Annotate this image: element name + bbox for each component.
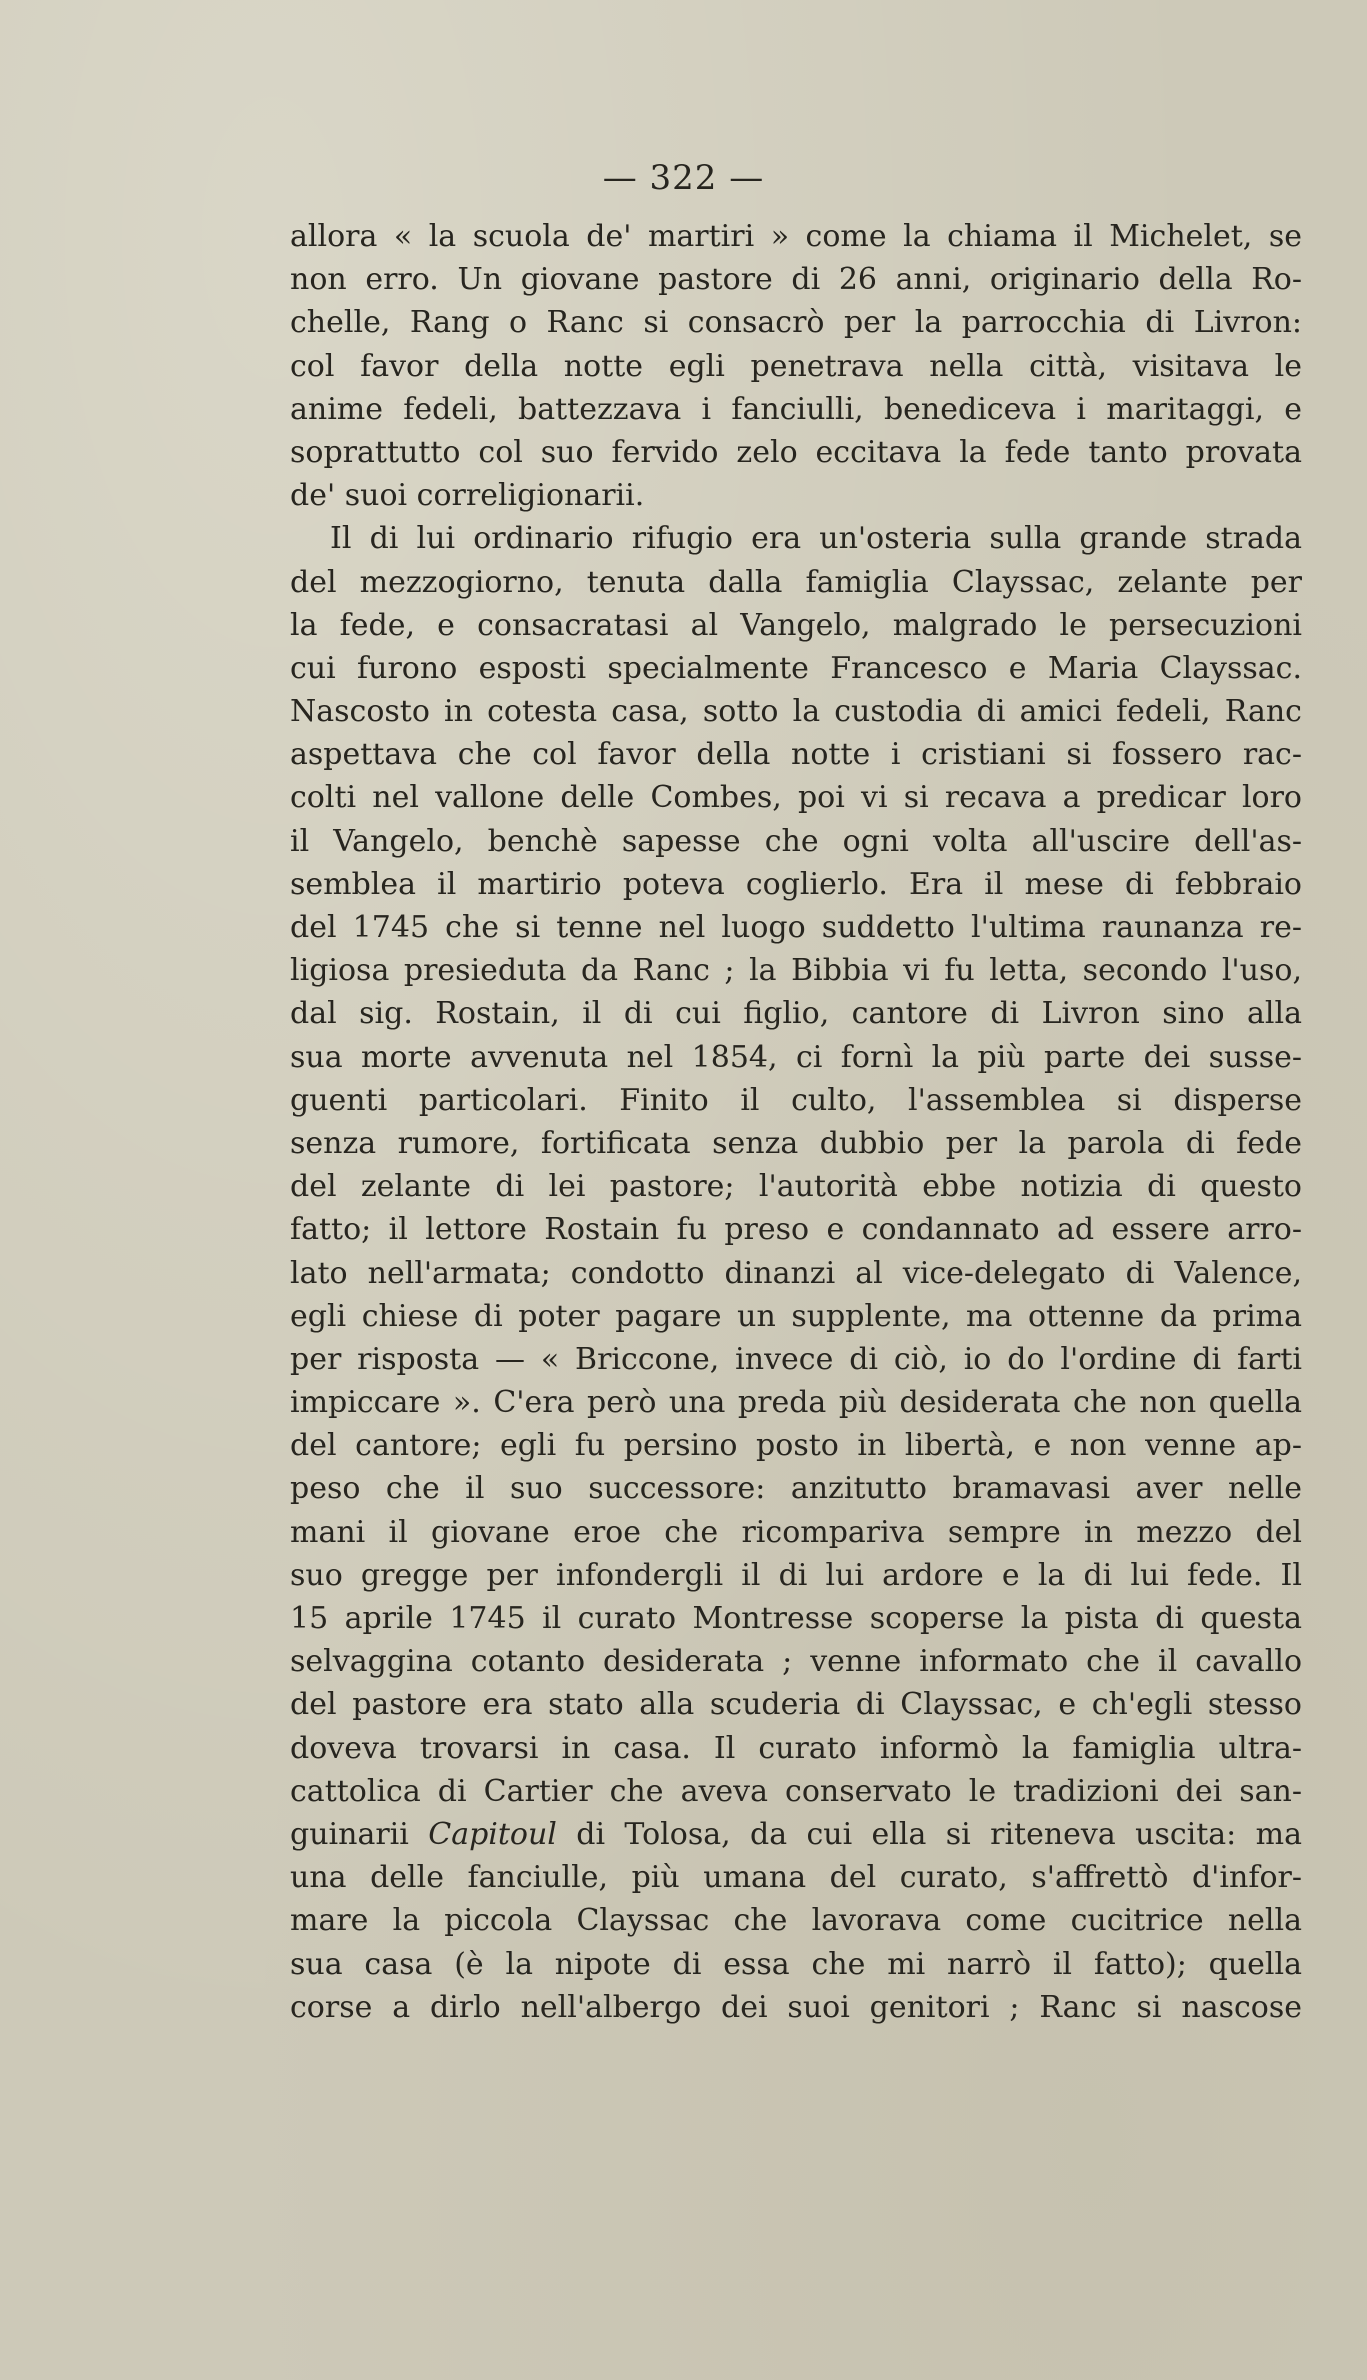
- text-line: del 1745 che si tenne nel luogo suddetto l'ultima raunanza re-: [290, 910, 1302, 945]
- text-line: colti nel vallone delle Combes, poi vi si recava a predicar loro: [290, 780, 1302, 816]
- text-line: soprattutto col suo fervido zelo eccitava la fede tanto provata: [290, 434, 1302, 470]
- text-line: cattolica di Cartier che aveva conservato le tradizioni dei san-: [290, 1773, 1302, 1809]
- text-line: guenti particolari. Finito il culto, l'assemblea si disperse: [290, 1082, 1302, 1118]
- text-line: suo gregge per infondergli il di lui ardore e la di lui fede. Il: [290, 1557, 1302, 1593]
- page-number: — 322 —: [602, 158, 765, 198]
- text-line: selvaggina cotanto desiderata ; venne informato che il cavallo: [290, 1644, 1302, 1680]
- text-line: egli chiese di poter pagare un supplente, ma ottenne da prima: [290, 1298, 1302, 1334]
- text-line: fatto; il lettore Rostain fu preso e condannato ad essere arro-: [290, 1212, 1302, 1248]
- text-fragment: guinarii: [290, 1816, 429, 1852]
- italic-term: Capitoul: [428, 1816, 557, 1852]
- text-line: anime fedeli, battezzava i fanciulli, benediceva i maritaggi, e: [290, 391, 1302, 427]
- text-line: non erro. Un giovane pastore di 26 anni, originario della Ro-: [290, 262, 1302, 298]
- text-line: del zelante di lei pastore; l'autorità ebbe notizia di questo: [290, 1169, 1302, 1205]
- text-line: semblea il martirio poteva coglierlo. Era il mese di febbraio: [290, 866, 1302, 902]
- text-line: il Vangelo, benchè sapesse che ogni volta all'uscire dell'as-: [290, 823, 1302, 859]
- text-line: chelle, Rang o Ranc si consacrò per la parrocchia di Livron:: [290, 305, 1302, 341]
- text-line: de' suoi correligionarii.: [290, 478, 645, 514]
- text-line: del mezzogiorno, tenuta dalla famiglia Clayssac, zelante per: [290, 564, 1302, 600]
- body-text: [290, 215, 1302, 2029]
- text-line: mani il giovane eroe che ricompariva sempre in mezzo del: [290, 1514, 1302, 1550]
- text-line: Nascosto in cotesta casa, sotto la custodia di amici fedeli, Ranc: [290, 694, 1302, 730]
- text-line: cui furono esposti specialmente Francesco e Maria Clayssac.: [290, 650, 1302, 686]
- text-line: senza rumore, fortificata senza dubbio per la parola di fede: [290, 1125, 1302, 1161]
- text-line: [290, 1813, 1302, 1856]
- text-line: per risposta — « Briccone, invece di ciò, io do l'ordine di farti: [290, 1341, 1302, 1377]
- text-line: ligiosa presieduta da Ranc ; la Bibbia vi fu letta, secondo l'uso,: [290, 953, 1302, 989]
- text-line: corse a dirlo nell'albergo dei suoi genitori ; Ranc si nascose: [290, 1989, 1302, 2025]
- text-line: peso che il suo successore: anzitutto bramavasi aver nelle: [290, 1471, 1302, 1507]
- text-line: dal sig. Rostain, il di cui figlio, cantore di Livron sino alla: [290, 996, 1302, 1032]
- text-line: Il di lui ordinario rifugio era un'osteria sulla grande strada: [330, 521, 1302, 557]
- text-line: doveva trovarsi in casa. Il curato informò la famiglia ultra-: [290, 1730, 1302, 1766]
- text-line: del pastore era stato alla scuderia di Clayssac, e ch'egli stesso: [290, 1687, 1302, 1723]
- text-line: col favor della notte egli penetrava nella città, visitava le: [290, 348, 1302, 384]
- text-line: aspettava che col favor della notte i cristiani si fossero rac-: [290, 737, 1302, 773]
- text-line: la fede, e consacratasi al Vangelo, malgrado le persecuzioni: [290, 607, 1302, 643]
- text-line: 15 aprile 1745 il curato Montresse scoperse la pista di questa: [290, 1601, 1302, 1636]
- text-line: allora « la scuola de' martiri » come la chiama il Michelet, se: [290, 219, 1302, 254]
- text-line: una delle fanciulle, più umana del curato, s'affrettò d'infor-: [290, 1860, 1302, 1896]
- text-fragment: di Tolosa, da cui ella si riteneva uscita: ma: [556, 1816, 1302, 1852]
- text-line: lato nell'armata; condotto dinanzi al vice-delegato di Valence,: [290, 1255, 1302, 1291]
- text-line: impiccare ». C'era però una preda più desiderata che non quella: [290, 1385, 1302, 1421]
- text-line: del cantore; egli fu persino posto in libertà, e non venne ap-: [290, 1428, 1302, 1464]
- text-line: sua morte avvenuta nel 1854, ci fornì la più parte dei susse-: [290, 1039, 1302, 1075]
- text-line: sua casa (è la nipote di essa che mi narrò il fatto); quella: [290, 1946, 1302, 1982]
- text-line: mare la piccola Clayssac che lavorava come cucitrice nella: [290, 1903, 1302, 1939]
